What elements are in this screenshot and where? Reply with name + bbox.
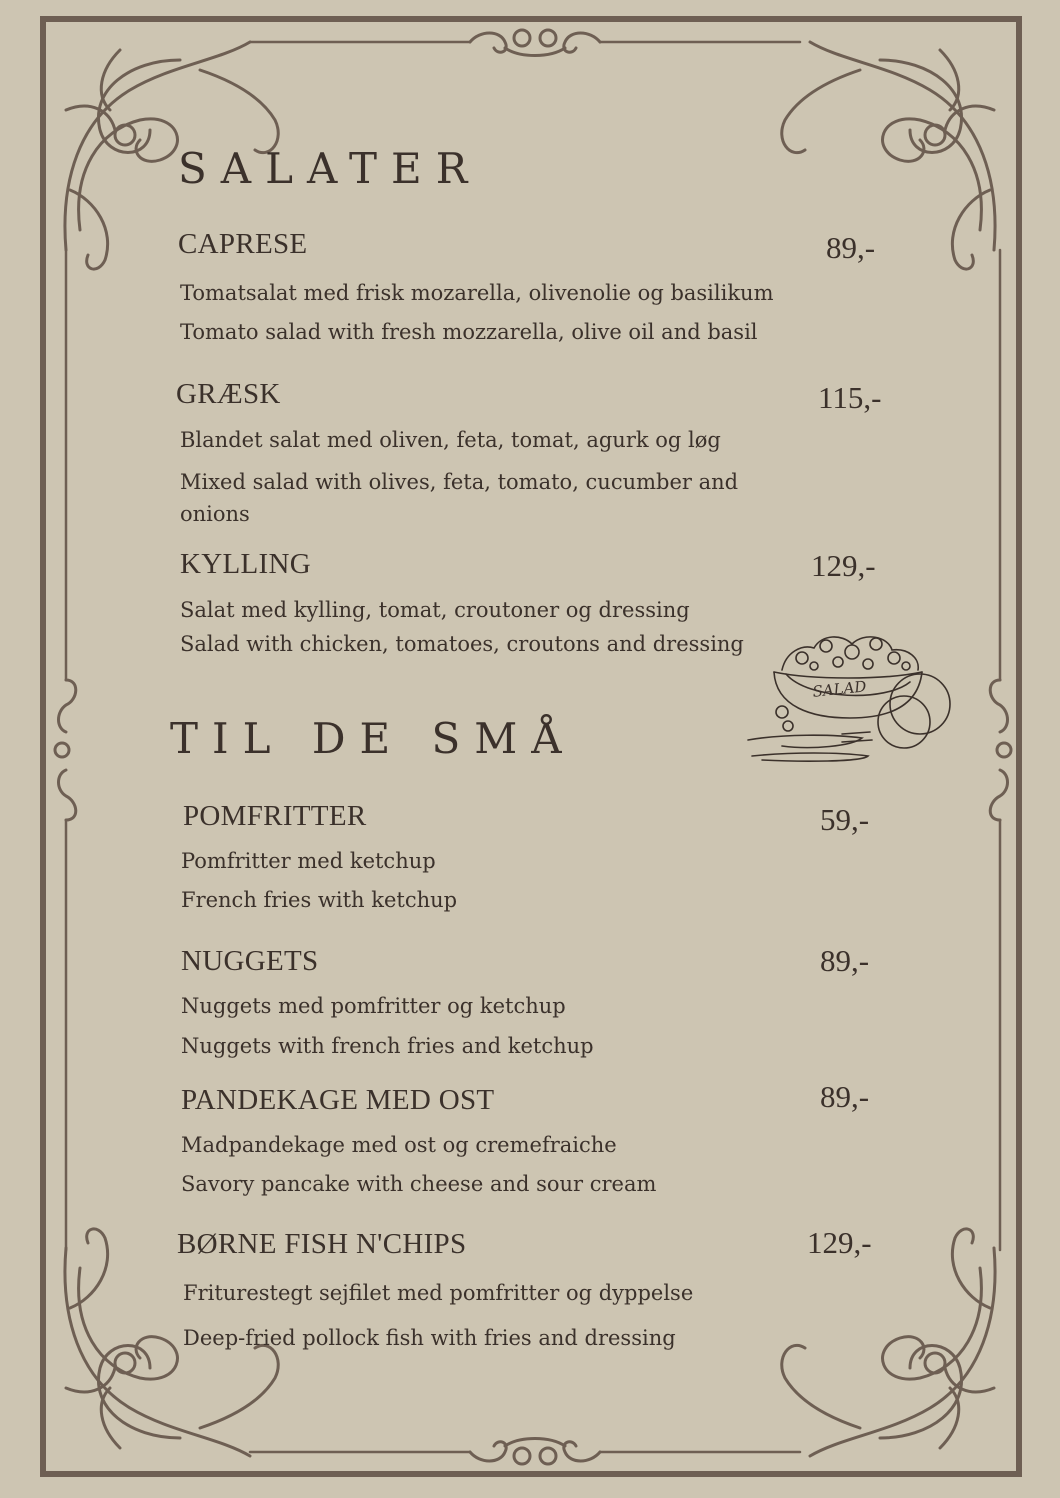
item-desc-en-pandekage: Savory pancake with cheese and sour cream bbox=[181, 1172, 657, 1196]
item-price-nuggets: 89,- bbox=[820, 943, 870, 978]
item-desc-da-caprese: Tomatsalat med frisk mozarella, olivenolie og basilikum bbox=[180, 281, 774, 305]
item-desc-da-kylling: Salat med kylling, tomat, croutoner og dressing bbox=[180, 598, 690, 622]
item-price-kylling: 129,- bbox=[811, 548, 876, 583]
item-desc-da-pandekage: Madpandekage med ost og cremefraiche bbox=[181, 1133, 617, 1157]
item-desc-da-nuggets: Nuggets med pomfritter og ketchup bbox=[181, 994, 566, 1018]
item-desc-da-boerne-fish-n-chips: Friturestegt sejfilet med pomfritter og dyppelse bbox=[183, 1281, 694, 1305]
item-desc-en-boerne-fish-n-chips: Deep-fried pollock fish with fries and dressing bbox=[183, 1326, 676, 1350]
item-desc-en-graesk: Mixed salad with olives, feta, tomato, cucumber and onions bbox=[180, 470, 739, 526]
item-price-graesk: 115,- bbox=[818, 380, 882, 415]
item-name-caprese: CAPRESE bbox=[178, 228, 308, 260]
item-name-graesk: GRÆSK bbox=[176, 378, 281, 410]
item-desc-en-nuggets: Nuggets with french fries and ketchup bbox=[181, 1034, 594, 1058]
salad-bowl-icon bbox=[742, 622, 956, 770]
item-name-nuggets: NUGGETS bbox=[181, 945, 319, 977]
item-name-kylling: KYLLING bbox=[180, 548, 311, 580]
section-title-til-de-smaa: TIL DE SMÅ bbox=[170, 714, 576, 763]
item-desc-da-pomfritter: Pomfritter med ketchup bbox=[181, 849, 436, 873]
item-price-pomfritter: 59,- bbox=[820, 802, 870, 837]
item-price-caprese: 89,- bbox=[826, 230, 876, 265]
section-title-salater: SALATER bbox=[178, 144, 482, 193]
item-desc-en-caprese: Tomato salad with fresh mozzarella, olive oil and basil bbox=[180, 320, 758, 344]
item-desc-en-kylling: Salad with chicken, tomatoes, croutons and dressing bbox=[180, 632, 744, 656]
item-name-boerne-fish-n-chips: BØRNE FISH N'CHIPS bbox=[177, 1228, 467, 1260]
item-name-pandekage: PANDEKAGE MED OST bbox=[181, 1084, 495, 1116]
illustration-label: SALAD bbox=[811, 677, 868, 701]
item-name-pomfritter: POMFRITTER bbox=[183, 800, 367, 832]
item-desc-da-graesk: Blandet salat med oliven, feta, tomat, agurk og løg bbox=[180, 428, 721, 452]
item-desc-en-pomfritter: French fries with ketchup bbox=[181, 888, 458, 912]
item-price-pandekage: 89,- bbox=[820, 1079, 870, 1114]
item-price-boerne-fish-n-chips: 129,- bbox=[807, 1225, 872, 1260]
